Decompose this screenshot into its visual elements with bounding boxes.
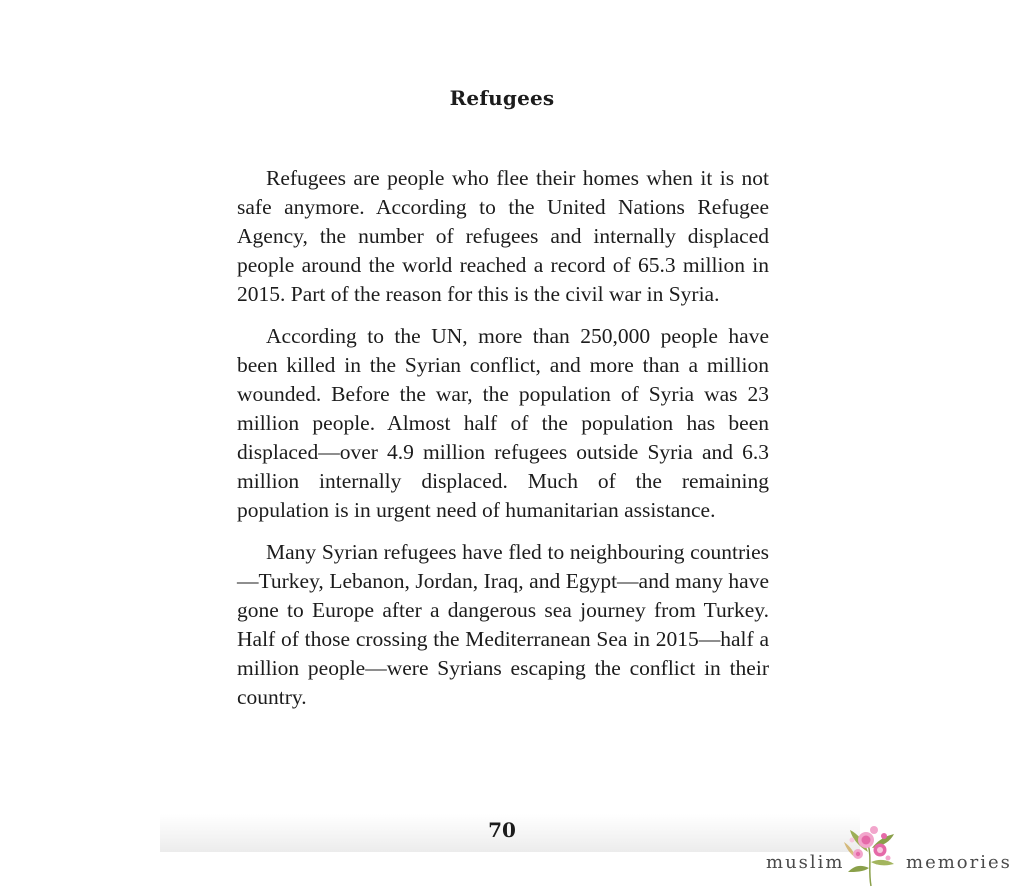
page-number: 70	[488, 818, 516, 842]
paragraph-2: According to the UN, more than 250,000 people have been killed in the Syrian conflict, and more than a million wounded. Before the war, the population of Syria was 23 million people. Almost half of the population has been displaced—over 4.9 million refugees outside Syria and 6.3 million internally displaced. Much of the remaining population is in urgent need of humanitarian assistance.	[237, 324, 769, 522]
watermark-logo	[760, 816, 1020, 892]
watermark-word-left: muslim	[766, 852, 845, 873]
paragraph-1: Refugees are people who flee their homes when it is not safe anymore. According to the United Nations Refugee Agency, the number of refugees and internally displaced people around the world reached a record of 65.3 million in 2015. Part of the reason for this is the civil war in Syria.	[237, 166, 769, 306]
watermark-word-right: memories	[906, 852, 1012, 873]
flower-icon	[838, 818, 904, 888]
paragraph-3: Many Syrian refugees have fled to neighbouring countries—Turkey, Lebanon, Jordan, Iraq, and Egypt—and many have gone to Europe after a dangerous sea journey from Turkey. Half of those crossing the Mediterranean Sea in 2015—half a million people—were Syrians escaping the conflict in their country.	[237, 540, 769, 709]
body-text	[237, 164, 769, 725]
page-title: Refugees	[449, 86, 555, 110]
